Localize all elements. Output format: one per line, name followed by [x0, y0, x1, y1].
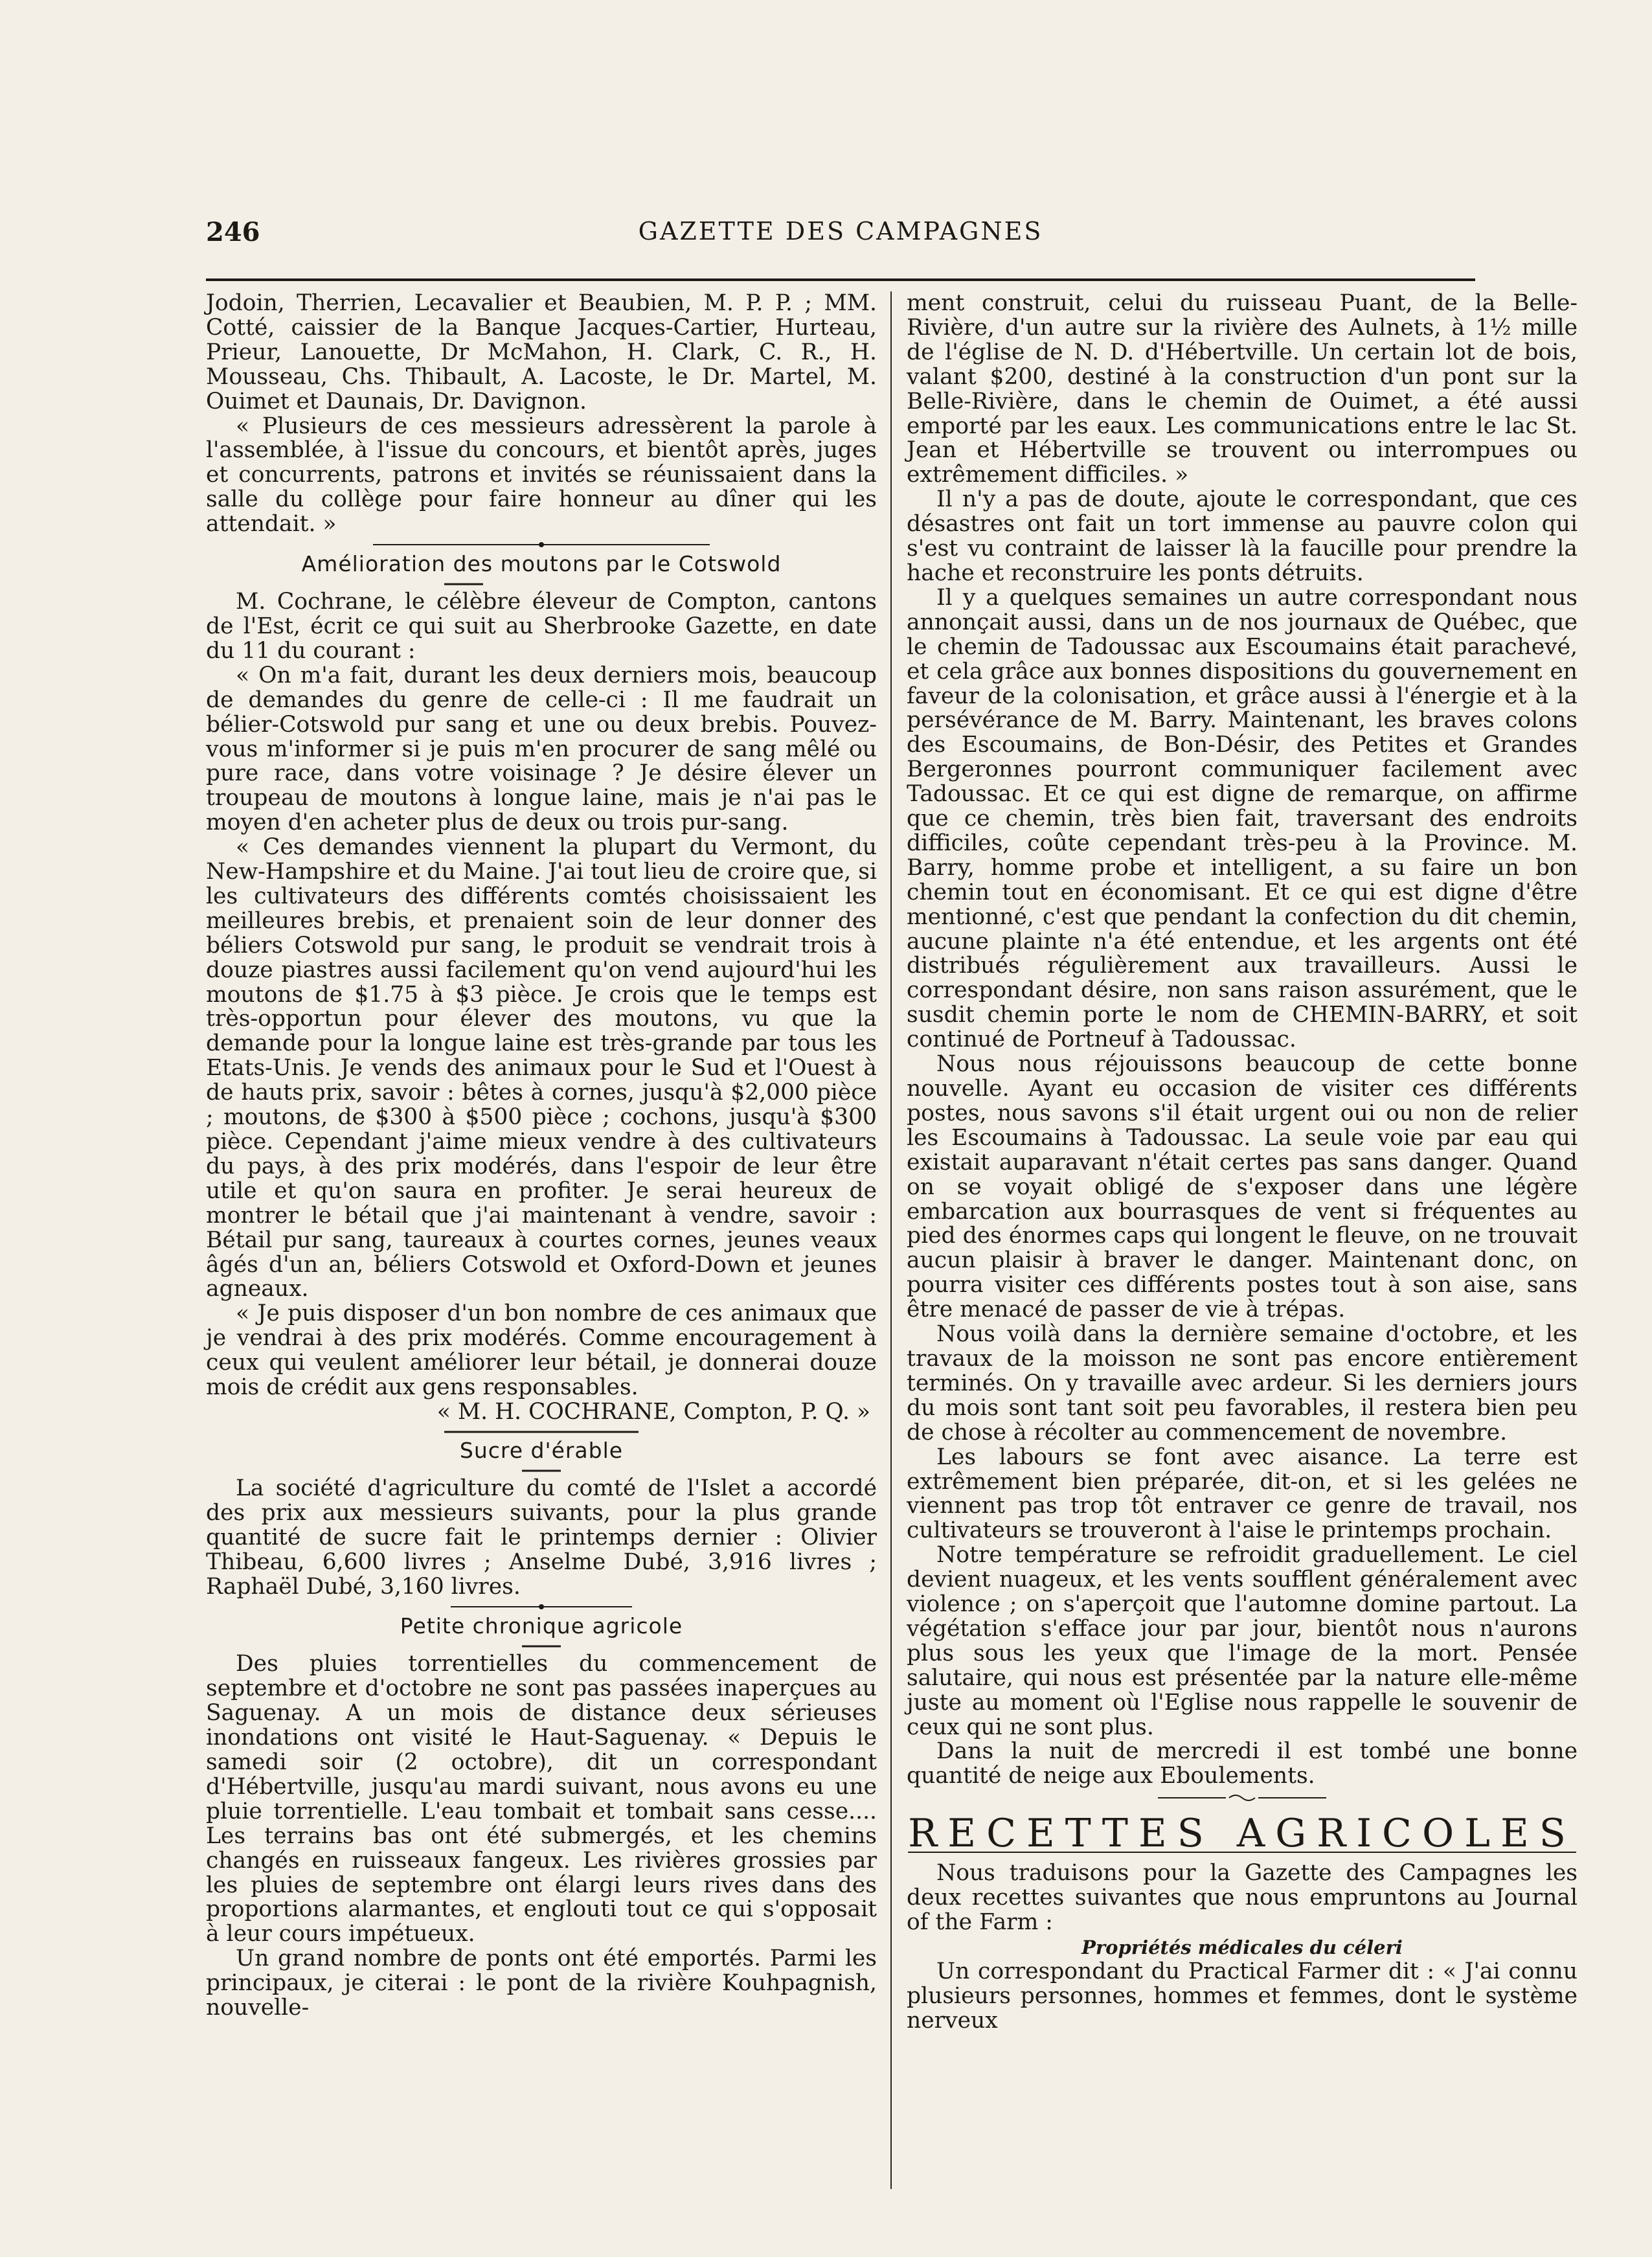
ornament-rule [373, 541, 710, 549]
paragraph: Nous voilà dans la dernière semaine d'octobre, et les travaux de la moisson ne sont pas encore entièrement terminés. On y travaille avec ardeur. Si les derniers jours du mois sont tant soit peu favorables, il restera bien peu de chose à récolter au commencement de novembre. [907, 1321, 1578, 1446]
paragraph: Un grand nombre de ponts ont été emportés. Parmi les principaux, je citerai : le pont de la rivière Kouhpagnish, nouvelle- [206, 1945, 877, 2021]
paragraph: « Ces demandes viennent la plupart du Vermont, du New-Hampshire et du Maine. J'ai tout lieu de croire que, si les cultivateurs des différents comtés choisissaient les meilleures brebis, et prenaient soin de leur donner des béliers Cotswold pur sang, le produit se vendrait trois à douze piastres aussi facilement qu'on vend aujourd'hui les moutons de $1.75 à $3 pièce. Je crois que le temps est très-opportun pour élever des moutons, vu que la demande pour la longue laine est très-grande par tous les Etats-Unis. Je vends des animaux pour le Sud et l'Ouest à de hauts prix, savoir : bêtes à cornes, jusqu'à $2,000 pièce ; moutons, de $300 à $500 pièce ; cochons, jusqu'à $300 pièce. Cependant j'aime mieux vendre à des cultivateurs du pays, à des prix modérés, dans l'espoir de leur être utile et qu'on saura en profiter. Je serai heureux de montrer le bétail que j'ai maintenant à vendre, savoir : Bétail pur sang, taureaux à courtes cornes, jeunes veaux âgés d'un an, béliers Cotswold et Oxford-Down et jeunes agneaux. [206, 834, 877, 1302]
running-title: GAZETTE DES CAMPAGNES [638, 217, 1043, 245]
paragraph: Dans la nuit de mercredi il est tombé une bonne quantité de neige aux Eboulements. [907, 1738, 1578, 1789]
ornament-rule [451, 1603, 632, 1611]
running-header [206, 217, 1475, 249]
paragraph: « Plusieurs de ces messieurs adressèrent la parole à l'assemblée, à l'issue du concours, et bientôt après, juges et concurrents, patrons et invités se réunissaient dans la salle du collège pour faire honneur au dîner qui les attendait. » [206, 413, 877, 538]
short-rule [444, 581, 639, 587]
section-heading: Petite chronique agricole [400, 1613, 683, 1639]
page-number: 246 [206, 217, 260, 247]
paragraph: « On m'a fait, durant les deux derniers mois, beaucoup de demandes du genre de celle-ci : Il me faudrait un bélier-Cotswold pur sang et une ou deux brebis. Pouvez-vous m'informer si je puis m'en procurer de sang mêlé ou pure race, dans votre voisinage ? Je désire élever un troupeau de moutons à longue laine, mais je n'ai pas le moyen d'en acheter plus de deux ou trois pur-sang. [206, 662, 877, 836]
paragraph: Les labours se font avec aisance. La terre est extrêmement bien préparée, dit-on, et si les gelées ne viennent pas trop tôt entraver ce genre de travail, nos cultivateurs se trouveront à l'aise le printemps prochain. [907, 1444, 1578, 1544]
paragraph: Des pluies torrentielles du commencement de septembre et d'octobre ne sont pas passées inaperçues au Saguenay. A un mois de distance deux sérieuses inondations ont visité le Haut-Saguenay. « Depuis le samedi soir (2 octobre), dit un correspondant d'Hébertville, jusqu'au mardi suivant, nous avons eu une pluie torrentielle. L'eau tombait et tombait sans cesse.... Les terrains bas ont été submergés, et les chemins changés en ruisseaux fangeux. Les rivières grossies par les pluies de septembre ont élargi leurs rives dans des proportions alarmantes, et englouti tout ce qui s'opposait à leur cours impétueux. [206, 1651, 877, 1947]
paragraph: « Je puis disposer d'un bon nombre de ces animaux que je vendrai à des prix modérés. Comme encouragement à ceux qui veulent améliorer leur bétail, je donnerai douze mois de crédit aux gens responsables. [206, 1300, 877, 1401]
paragraph: Il y a quelques semaines un autre correspondant nous annonçait aussi, dans un de nos journaux de Québec, que le chemin de Tadoussac aux Escoumains était parachevé, et cela grâce aux bonnes dispositions du gouvernement en faveur de la colonisation, et grâce aussi à l'énergie et à la persévérance de M. Barry. Maintenant, les braves colons des Escoumains, de Bon-Désir, des Petites et Grandes Bergeronnes pourront communiquer facilement avec Tadoussac. Et ce qui est digne de remarque, on affirme que ce chemin, très bien fait, traversant des endroits difficiles, coûte cependant très-peu à la Province. M. Barry, homme probe et intelligent, a su faire un bon chemin tout en économisant. Et ce qui est digne d'être mentionné, c'est que pendant la confection du dit chemin, aucune plainte n'a été entendue, et les argents ont été distribués régulièrement aux travailleurs. Aussi le correspondant désire, non sans raison assurément, que le susdit chemin porte le nom de CHEMIN-BARRY, et soit continué de Portneuf à Tadoussac. [907, 584, 1578, 1053]
paragraph: Nous nous réjouissons beaucoup de cette bonne nouvelle. Ayant eu occasion de visiter ces différents postes, nous savons s'il était urgent oui ou non de relier les Escoumains à Tadoussac. La seule voie par eau qui existait auparavant n'était certes pas sans danger. Quand on se voyait obligé de s'exposer dans une légère embarcation aux bourrasques de vent si fréquentes au pied des énormes caps qui longent le fleuve, on ne trouvait aucun plaisir à braver le danger. Maintenant donc, on pourra visiter ces différents postes tout à son aise, sans être menacé de passer de vie à trépas. [907, 1051, 1578, 1323]
paragraph: Notre température se refroidit graduellement. Le ciel devient nuageux, et les vents soufflent généralement avec violence ; on s'aperçoit que l'automne domine partout. La végétation s'efface jour par jour, bientôt nous n'aurons plus sous les yeux que l'image de la mort. Pensée salutaire, qui nous est présentée par la nature elle-même juste au moment où l'Eglise nous rappelle le souvenir de ceux qui ne sont plus. [907, 1542, 1578, 1740]
paragraph: La société d'agriculture du comté de l'Islet a accordé des prix aux messieurs suivants, pour la plus grande quantité de sucre fait le printemps dernier : Olivier Thibeau, 6,600 livres ; Anselme Dubé, 3,916 livres ; Raphaël Dubé, 3,160 livres. [206, 1475, 877, 1600]
paragraph: Il n'y a pas de doute, ajoute le correspondant, que ces désastres ont fait un tort immense au pauvre colon qui s'est vu contraint de laisser là la faucille pour prendre la hache et reconstruire les ponts détruits. [907, 486, 1578, 586]
section-heading: Amélioration des moutons par le Cotswold [301, 551, 782, 577]
header-rule [206, 278, 1475, 281]
paragraph: M. Cochrane, le célèbre éleveur de Compton, cantons de l'Est, écrit ce qui suit au Sherbrooke Gazette, en date du 11 du courant : [206, 589, 877, 664]
ornament-rule [1158, 1793, 1326, 1803]
signature: « M. H. COCHRANE, Compton, P. Q. » [436, 1398, 870, 1425]
section-heading-large: RECETTES AGRICOLES [908, 1811, 1576, 1857]
paragraph: Nous traduisons pour la Gazette des Campagnes les deux recettes suivantes que nous empruntons au Journal of the Farm : [907, 1860, 1578, 1936]
column-divider [890, 291, 892, 2189]
paragraph: Jodoin, Therrien, Lecavalier et Beaubien, M. P. P. ; MM. Cotté, caissier de la Banque Jacques-Cartier, Hurteau, Prieur, Lanouette, Dr McMahon, H. Clark, C. R., H. Mousseau, Chs. Thibault, A. Lacoste, le Dr. Martel, M. Ouimet et Daunais, Dr. Davignon. [206, 290, 877, 414]
section-heading: Sucre d'érable [459, 1437, 624, 1463]
paragraph: ment construit, celui du ruisseau Puant, de la Belle-Rivière, d'un autre sur la rivière des Aulnets, à 1½ mille de l'église de N. D. d'Hébertville. Un certain lot de bois, valant $200, destiné à la construction d'un pont sur la Belle-Rivière, dans le chemin de Ouimet, a été aussi emporté par les eaux. Les communications entre le lac St. Jean et Hébertville se trouvent ou interrompues ou extrêmement difficiles. » [907, 290, 1578, 488]
left-column [206, 291, 877, 2021]
paragraph: Un correspondant du Practical Farmer dit : « J'ai connu plusieurs personnes, hommes et femmes, dont le système nerveux [907, 1958, 1578, 2034]
subheading: Propriétés médicales du céleri [1081, 1936, 1403, 1958]
right-column [907, 291, 1578, 2034]
short-rule [522, 1468, 561, 1474]
ornament-rule [444, 1429, 639, 1435]
short-rule [522, 1643, 561, 1650]
